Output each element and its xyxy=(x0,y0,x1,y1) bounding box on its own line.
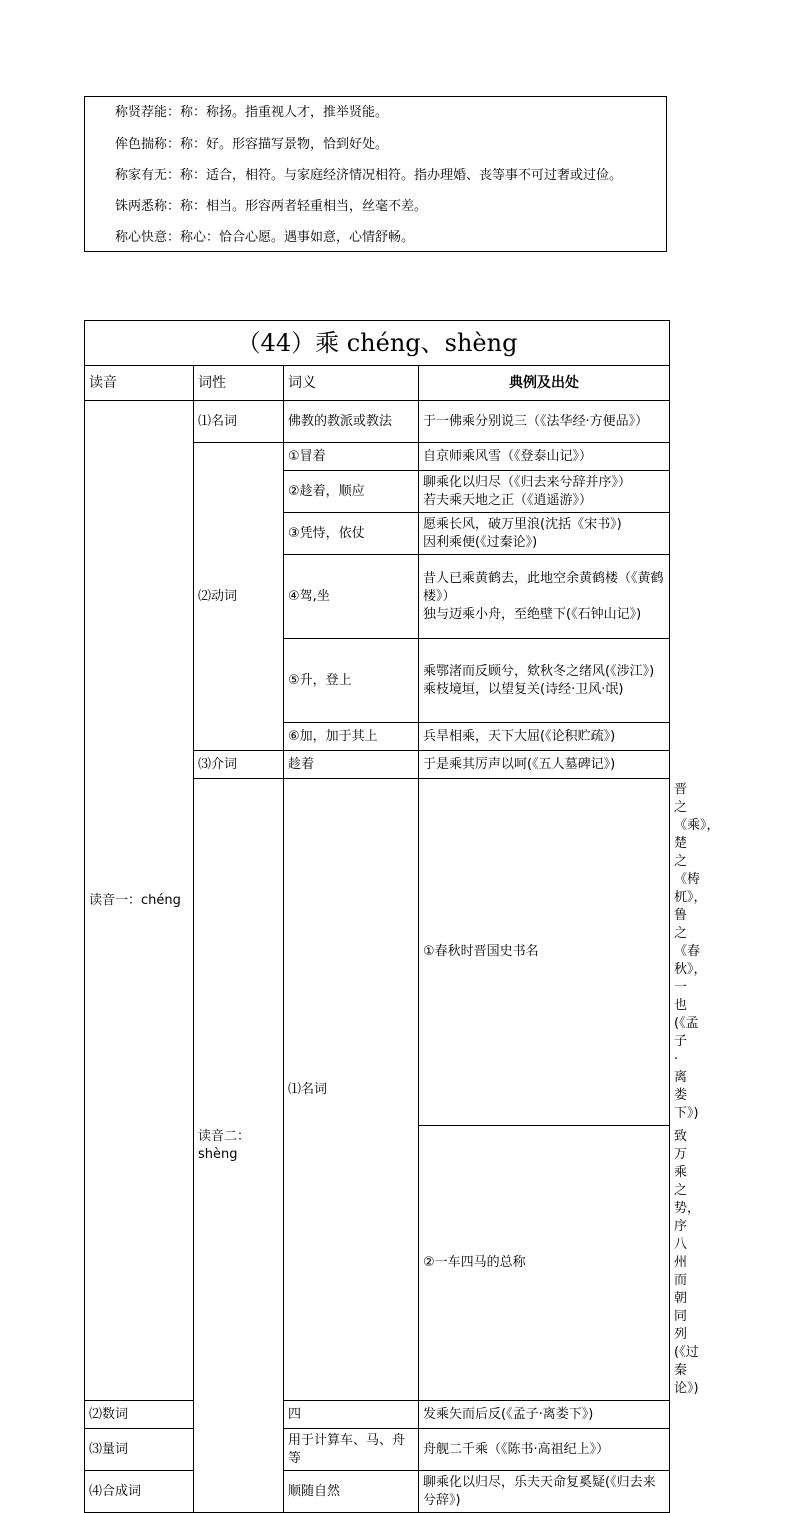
meaning-cell: ②一车四马的总称 xyxy=(419,1126,670,1401)
pronunciation-table xyxy=(84,320,720,1513)
example-cell: 自京师乘风雪（《登泰山记》） xyxy=(419,443,670,471)
table-row xyxy=(85,1471,670,1513)
pos-cell: ⑵数词 xyxy=(85,1401,194,1429)
table-row xyxy=(85,1401,670,1429)
header-meaning: 词义 xyxy=(284,366,419,401)
example-cell xyxy=(419,471,670,513)
table-row: 读音二：shèng ⑴名词 ①春秋时晋国史书名 晋之《乘》，楚之《梼杌》，鲁之《春秋》，一也(《孟子·离娄下》) xyxy=(85,779,670,1126)
pos-cell: ⑴名词 xyxy=(194,401,284,443)
header-example: 典例及出处 xyxy=(419,366,670,401)
meaning-cell: ⑤升，登上 xyxy=(284,639,419,723)
header-pos: 词性 xyxy=(194,366,284,401)
example-cell: 于一佛乘分别说三（《法华经·方便品》） xyxy=(419,401,670,443)
meaning-cell: 佛教的教派或教法 xyxy=(284,401,419,443)
reading-cheng: 读音一：chéng xyxy=(85,401,194,1401)
meaning-cell: ①冒着 xyxy=(284,443,419,471)
meaning-cell: ②趁着，顺应 xyxy=(284,471,419,513)
header-reading: 读音 xyxy=(85,366,194,401)
meaning-cell: 顺随自然 xyxy=(284,1471,419,1513)
example-line: 聊乘化以归尽（《归去来兮辞并序》） xyxy=(423,474,632,490)
pos-cell: ⑵动词 xyxy=(194,443,284,751)
example-cell: 舟舰二千乘（《陈书·高祖纪上》） xyxy=(419,1429,670,1471)
table-header-row xyxy=(85,366,670,401)
pos-cell: ⑶介词 xyxy=(194,751,284,779)
definition-line: 侔色揣称：称：好。形容描写景物，恰到好处。 xyxy=(115,137,389,152)
meaning-cell: 用于计算车、马、舟等 xyxy=(284,1429,419,1471)
table-row: ②一车四马的总称 致万乘之势，序八州而朝同列(《过秦论》) xyxy=(85,1126,670,1401)
example-line: 乘鄂渚而反顾兮，欸秋冬之绪风(《涉江》) xyxy=(423,663,655,679)
example-cell xyxy=(419,639,670,723)
meaning-cell: 四 xyxy=(284,1401,419,1429)
example-line: 若夫乘天地之正（《逍遥游》） xyxy=(423,492,593,508)
example-cell xyxy=(419,555,670,639)
meaning-cell: ③凭恃，依仗 xyxy=(284,513,419,555)
meaning-cell: 趁着 xyxy=(284,751,419,779)
example-cell: 兵旱相乘，天下大屈(《论积贮疏》) xyxy=(419,723,670,751)
example-line: 昔人已乘黄鹤去，此地空余黄鹤楼（《黄鹤楼》） xyxy=(423,570,664,604)
example-line: 愿乘长风，破万里浪(沈括《宋书》) xyxy=(423,516,622,532)
example-cell: 发乘矢而后反(《孟子·离娄下》) xyxy=(419,1401,670,1429)
example-line: 乘枝境垣，以望复关(诗经·卫风·氓) xyxy=(423,681,624,697)
table-row xyxy=(85,401,670,443)
meaning-cell: ①春秋时晋国史书名 xyxy=(419,779,670,1126)
example-line: 因利乘便(《过秦论》) xyxy=(423,534,538,550)
meaning-cell: ⑥加，加于其上 xyxy=(284,723,419,751)
example-cell: 聊乘化以归尽，乐夫天命复奚疑(《归去来兮辞》) xyxy=(419,1471,670,1513)
definition-line: 称贤荐能：称：称扬。指重视人才，推举贤能。 xyxy=(115,105,389,120)
pos-cell: ⑶量词 xyxy=(85,1429,194,1471)
pos-cell: ⑴名词 xyxy=(284,779,419,1401)
reading-sheng: 读音二：shèng xyxy=(194,779,284,1513)
definition-box xyxy=(84,96,667,252)
definition-line: 称家有无：称：适合，相符。与家庭经济情况相符。指办理婚、丧等事不可过奢或过俭。 xyxy=(115,168,623,183)
definition-line: 铢两悉称：称：相当。形容两者轻重相当，丝毫不差。 xyxy=(115,199,428,214)
table-title: （44）乘 chéng、shèng xyxy=(85,321,670,366)
example-cell: 于是乘其厉声以呵(《五人墓碑记》) xyxy=(419,751,670,779)
pos-cell: ⑷合成词 xyxy=(85,1471,194,1513)
meaning-cell: ④驾,坐 xyxy=(284,555,419,639)
example-line: 独与迈乘小舟，至绝壁下(《石钟山记》) xyxy=(423,606,642,622)
example-cell xyxy=(419,513,670,555)
definition-line: 称心快意：称心：恰合心愿。遇事如意，心情舒畅。 xyxy=(115,230,415,245)
table-row xyxy=(85,1429,670,1471)
